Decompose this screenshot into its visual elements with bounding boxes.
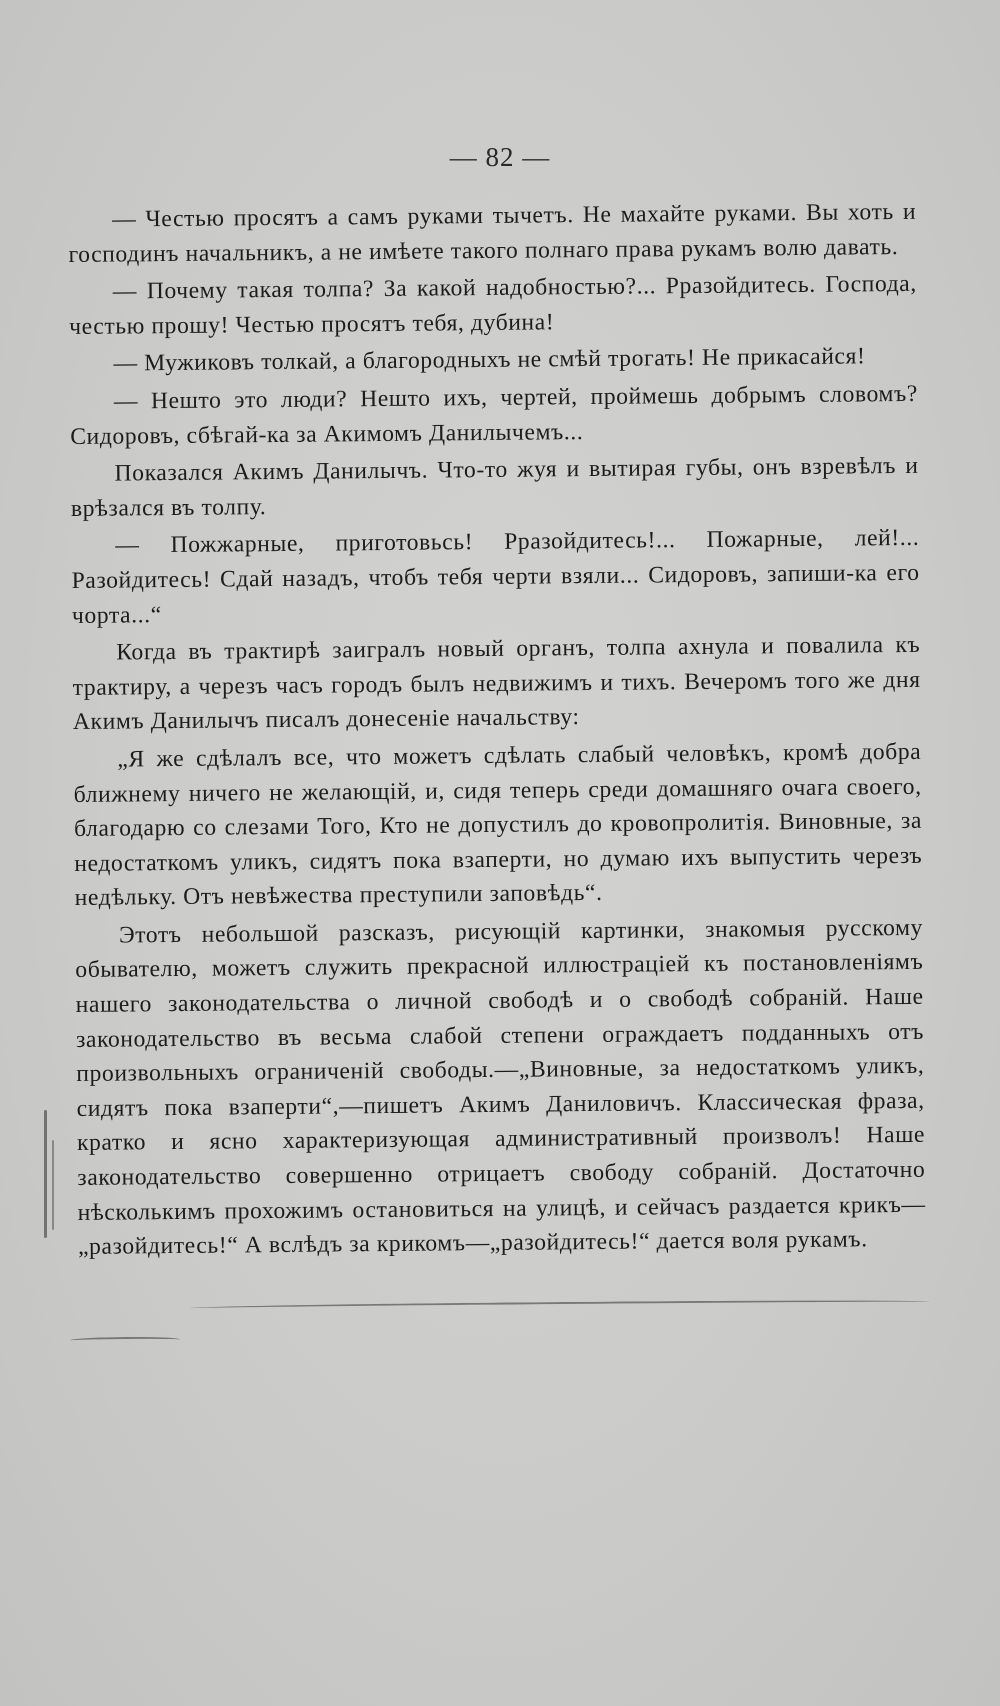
paragraph: — Почему такая толпа? За какой надобностью?... Рразойдитесь. Господа, честью прошу! Честью просятъ тебя, дубина!	[69, 271, 917, 340]
paragraph: — Честью просятъ а самъ руками тычетъ. Не махайте руками. Вы хоть и господинъ начальникъ, а не имѣете такого полнаго права рукамъ волю давать.	[68, 198, 917, 268]
pencil-underline	[70, 1337, 180, 1344]
paragraph: Показался Акимъ Данилычъ. Что-то жуя и вытирая губы, онъ взревѣлъ и врѣзался въ толпу.	[70, 453, 919, 522]
pencil-margin-mark	[44, 1110, 47, 1238]
pencil-underline	[190, 1299, 930, 1311]
body-text	[68, 195, 926, 1265]
paragraph: „Я же сдѣлалъ все, что можетъ сдѣлать слабый человѣкъ, кромѣ добра ближнему ничего не желающій, и, сидя теперь среди домашняго очага своего, благодарю со слезами Того, Кто не допустилъ до кровопролитія. Виновные, за недостаткомъ уликъ, сидятъ пока взаперти, но думаю ихъ выпустить черезъ недѣльку. Отъ невѣжества преступили заповѣдь“.	[73, 738, 923, 912]
paragraph: — Нешто это люди? Нешто ихъ, чертей, проймешь добрымъ словомъ? Сидоровъ, сбѣгай-ка за Акимомъ Данилычемъ...	[70, 380, 918, 450]
paragraph: — Пожжарные, приготовьсь! Рразойдитесь!... Пожарные, лей!... Разойдитесь! Сдай назадъ, чтобъ тебя черти взяли... Сидоровъ, запиши-ка его чорта...“	[71, 525, 920, 629]
paragraph: Этотъ небольшой разсказъ, рисующій картинки, знакомыя русскому обывателю, можетъ служить прекрасной иллюстраціей къ постановленіямъ нашего законодательства о личной свободѣ и о свободѣ собраній. Наше законодательство въ весьма слабой степени ограждаетъ подданныхъ отъ произвольныхъ ограниченій свободы.—„Виновные, за недостаткомъ уликъ, сидятъ пока взаперти“,—пишетъ Акимъ Даниловичъ. Классическая фраза, кратко и ясно характеризующая административный произволъ! Наше законодательство совершенно отрицаетъ свободу собраній. Достаточно нѣсколькимъ прохожимъ остановиться на улицѣ, и сейчасъ раздается крикъ—„разойдитесь!“ А вслѣдъ за крикомъ—„разойдитесь!“ дается воля рукамъ.	[75, 914, 926, 1261]
paragraph: Когда въ трактирѣ заигралъ новый органъ, толпа ахнула и повалила къ трактиру, а черезъ часъ городъ былъ недвижимъ и тихъ. Вечеромъ того же дня Акимъ Данилычъ писалъ донесеніе начальству:	[72, 631, 921, 736]
paragraph: — Мужиковъ толкай, а благородныхъ не смѣй трогать! Не прикасайся!	[113, 343, 866, 377]
page-number: — 82 —	[449, 142, 551, 172]
pencil-margin-mark	[52, 1140, 54, 1230]
